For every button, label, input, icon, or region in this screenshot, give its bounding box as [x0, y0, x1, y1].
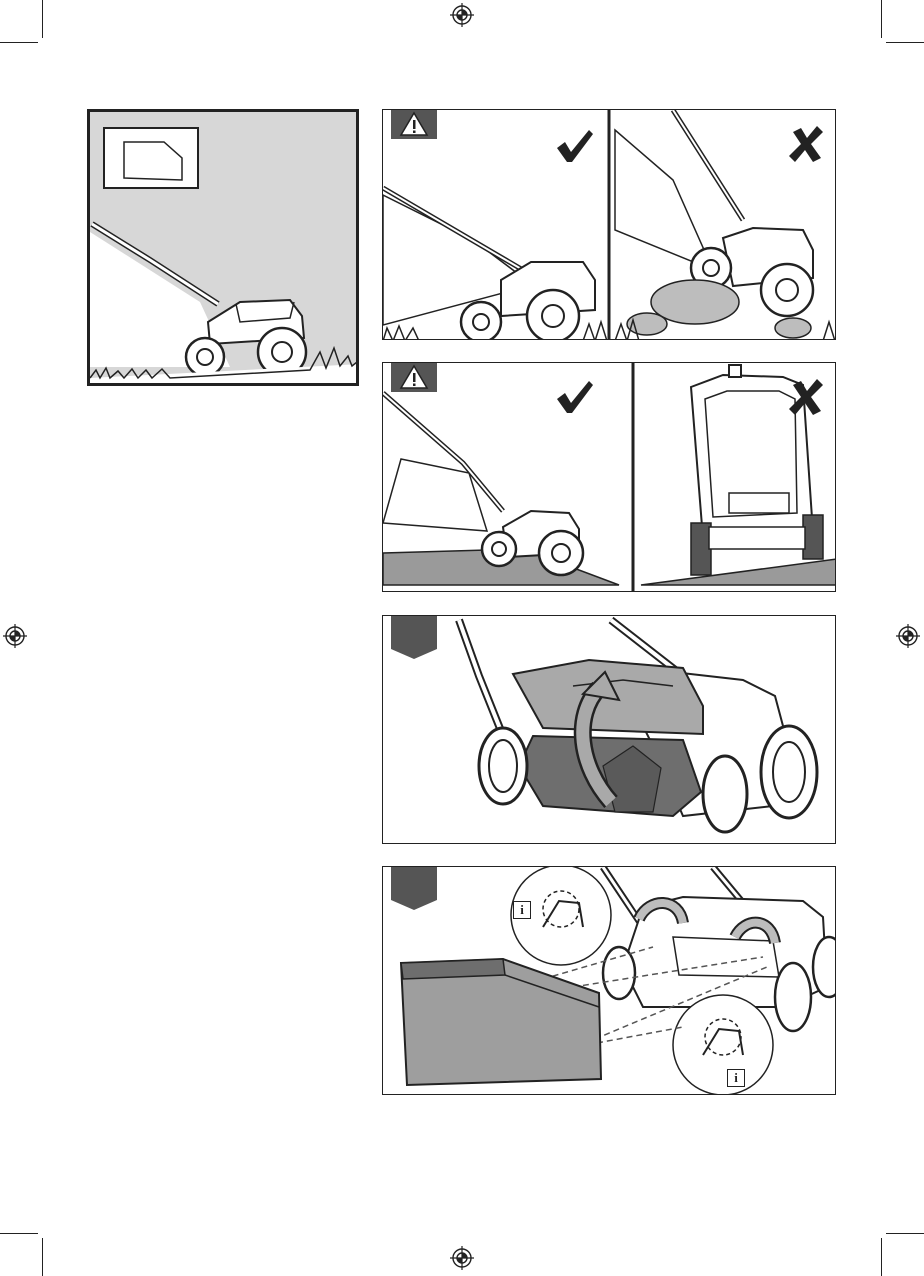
open-flap-illustration	[383, 616, 836, 844]
cross-icon	[789, 379, 825, 415]
crop-mark	[886, 1233, 924, 1234]
registration-mark-icon	[450, 1246, 474, 1270]
crop-mark	[42, 1238, 43, 1276]
open-flap-panel	[382, 615, 836, 844]
slope-warning-panel	[382, 362, 836, 592]
registration-mark-icon	[450, 3, 474, 27]
crop-mark	[0, 1233, 38, 1234]
checkmark-icon	[555, 128, 595, 164]
info-icon: i	[513, 901, 531, 919]
terrain-illustration	[383, 110, 836, 340]
rock	[775, 318, 811, 338]
attach-bag-illustration	[383, 867, 836, 1095]
attach-bag-panel	[382, 866, 836, 1095]
crop-mark	[881, 1238, 882, 1276]
info-icon: i	[727, 1069, 745, 1087]
crop-mark	[0, 42, 38, 43]
crop-mark	[42, 0, 43, 38]
crop-mark	[881, 0, 882, 38]
registration-mark-icon	[3, 624, 27, 648]
cross-icon	[789, 126, 825, 162]
rock	[627, 313, 667, 335]
bag-level-panel	[87, 109, 359, 386]
slope-illustration	[383, 363, 836, 592]
bag-level-illustration	[90, 112, 359, 386]
crop-mark	[886, 42, 924, 43]
terrain-warning-panel	[382, 109, 836, 340]
registration-mark-icon	[896, 624, 920, 648]
checkmark-icon	[555, 379, 595, 415]
